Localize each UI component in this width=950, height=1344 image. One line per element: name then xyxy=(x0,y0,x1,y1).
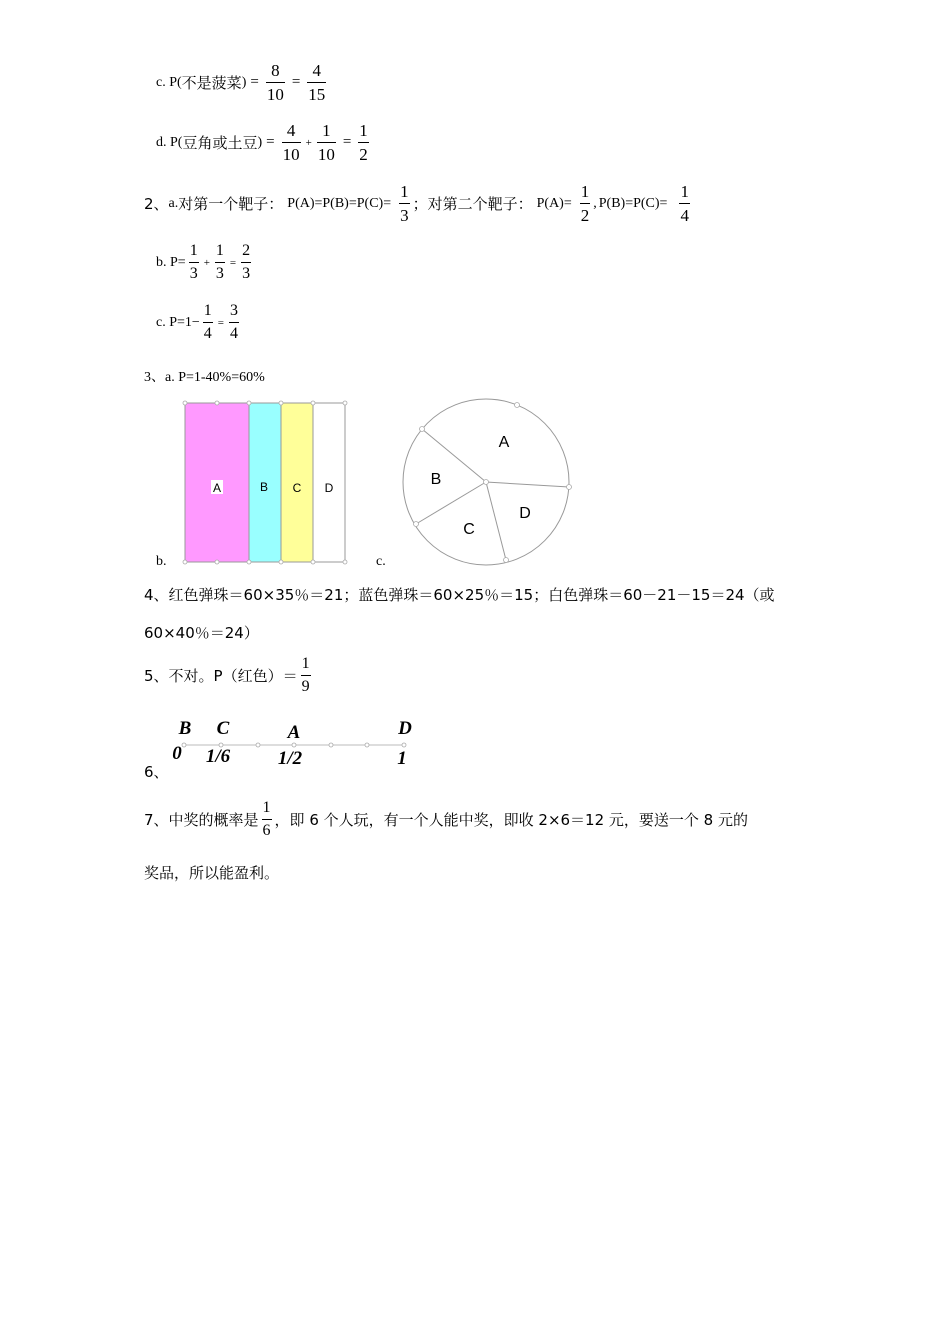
q3a-text: 3、a. P=1-40%=60% xyxy=(144,370,265,385)
q2c-frac2-den: 4 xyxy=(229,322,239,342)
bar-label-d: D xyxy=(324,481,334,495)
q2b-frac3-den: 3 xyxy=(241,262,251,282)
point-letter-b: B xyxy=(178,718,192,739)
q1c-frac1-num: 8 xyxy=(271,61,280,80)
q4-line2: 60×40％＝24） xyxy=(144,624,259,642)
q2b-frac2 xyxy=(215,243,225,282)
q1d-frac2-num: 1 xyxy=(322,121,331,140)
q6-number-line xyxy=(166,714,426,772)
q2a-frac2-num: 1 xyxy=(580,182,590,201)
q1d-frac2 xyxy=(317,122,336,163)
point-value-1: 1 xyxy=(397,748,407,769)
q2a-frac2 xyxy=(580,183,591,224)
q2b-eq: = xyxy=(229,256,237,269)
q2c-eq: = xyxy=(217,316,225,329)
q2a-label: a. xyxy=(168,195,179,211)
q2b-frac1-den: 3 xyxy=(189,262,199,282)
q7-line1 xyxy=(144,800,748,839)
bar-label-b: B xyxy=(259,480,269,494)
q2c-frac2 xyxy=(229,303,239,342)
q1c-frac2 xyxy=(307,62,326,103)
point-value-1-6: 1/6 xyxy=(205,746,231,767)
q3a-line xyxy=(144,366,265,386)
q1c-event: 不是菠菜 xyxy=(181,74,242,92)
pie-label-a: A xyxy=(498,434,510,451)
q2c-frac1-den: 4 xyxy=(203,322,213,342)
point-value-1-2: 1/2 xyxy=(277,748,303,769)
q1c-line xyxy=(156,62,329,103)
q1d-event: 豆角或土豆 xyxy=(182,134,258,152)
q2b-frac3 xyxy=(241,243,251,282)
q7-frac xyxy=(262,800,272,839)
q2b-frac2-den: 3 xyxy=(215,262,225,282)
q2-number: 2、 xyxy=(144,195,169,213)
q4-line1: 4、红色弹珠＝60×35％＝21；蓝色弹珠＝60×25％＝15；白色弹珠＝60－21－15＝24（或 xyxy=(144,586,775,604)
q7-line2: 奖品，所以能盈利。 xyxy=(144,864,280,882)
q2a-line xyxy=(144,183,693,224)
q7-frac-num: 1 xyxy=(262,799,271,816)
q5-frac xyxy=(301,656,311,695)
point-letter-c: C xyxy=(216,718,230,739)
q1d-line xyxy=(156,122,372,163)
q2c-prefix: c. P=1− xyxy=(156,314,200,330)
q1c-frac1-den: 10 xyxy=(266,82,285,103)
q1d-prefix: d. P( xyxy=(156,134,183,150)
q1d-close: ) xyxy=(257,134,263,150)
point-letter-a: A xyxy=(287,722,301,743)
q2a-expr1: P(A)=P(B)=P(C)= xyxy=(287,195,392,211)
q2a-frac3 xyxy=(679,183,690,224)
q2b-line xyxy=(156,243,254,282)
q5-frac-num: 1 xyxy=(301,655,310,672)
q1d-frac1 xyxy=(282,122,301,163)
point-value-0: 0 xyxy=(172,743,182,764)
q2c-frac1 xyxy=(203,303,213,342)
q2a-text2: 对第二个靶子： xyxy=(427,195,533,213)
q2a-expr3: P(B)=P(C)= xyxy=(598,195,668,211)
q2a-text1: 对第一个靶子： xyxy=(178,195,284,213)
point-letter-d: D xyxy=(398,718,412,739)
pie-label-d: D xyxy=(519,505,531,522)
q2a-sep: ； xyxy=(412,195,428,213)
q1d-frac3-den: 2 xyxy=(358,142,369,163)
q1c-frac2-den: 15 xyxy=(307,82,326,103)
q2a-expr2: P(A)= xyxy=(536,195,572,211)
q1c-frac2-num: 4 xyxy=(312,61,322,80)
q1d-frac3 xyxy=(358,122,369,163)
q2b-prefix: b. P= xyxy=(156,254,186,270)
q1d-eq: = xyxy=(266,134,275,150)
q1c-close: ) xyxy=(241,74,247,90)
q1d-frac3-num: 1 xyxy=(359,121,368,140)
q2b-frac1 xyxy=(189,243,199,282)
q1c-eq: = xyxy=(250,74,259,90)
q7-text-b: ，即 6 个人玩，有一个人能中奖，即收 2×6＝12 元，要送一个 8 元的 xyxy=(274,811,748,829)
q1d-frac2-den: 10 xyxy=(317,142,336,163)
q1c-frac1 xyxy=(266,62,285,103)
q6-label: 6、 xyxy=(144,763,169,781)
q7-frac-den: 6 xyxy=(262,819,272,839)
q2b-frac3-num: 2 xyxy=(242,242,251,259)
bar-label-a: A xyxy=(212,481,222,495)
q5-frac-den: 9 xyxy=(301,675,311,695)
q2c-line xyxy=(156,303,242,342)
q3-pie-figure xyxy=(398,394,578,570)
q1d-eq2: = xyxy=(342,134,352,150)
q2a-frac1-den: 3 xyxy=(399,203,410,224)
q1d-frac1-num: 4 xyxy=(286,121,296,140)
q2b-frac2-num: 1 xyxy=(215,242,224,259)
q1c-eq2: = xyxy=(291,74,301,90)
pie-label-c: C xyxy=(463,521,475,538)
q2a-frac3-den: 4 xyxy=(679,203,690,224)
q1c-prefix: c. P( xyxy=(156,74,182,90)
q5-text: 5、不对。P（红色）＝ xyxy=(144,667,298,685)
q2a-frac2-den: 2 xyxy=(580,203,591,224)
q1d-plus: + xyxy=(305,136,312,149)
q3b-label: b. xyxy=(156,554,167,569)
q2b-frac1-num: 1 xyxy=(189,242,198,259)
bar-label-c: C xyxy=(292,481,302,495)
q3c-label: c. xyxy=(376,554,386,569)
q1d-frac1-den: 10 xyxy=(282,142,301,163)
q2a-frac1-num: 1 xyxy=(400,182,409,201)
q3-bar-figure xyxy=(180,398,352,568)
q2a-frac1 xyxy=(399,183,410,224)
q2a-comma: , xyxy=(593,195,597,211)
q2b-plus: + xyxy=(203,256,210,269)
q5-line xyxy=(144,656,314,695)
q2c-frac1-num: 1 xyxy=(203,302,212,319)
pie-label-b: B xyxy=(430,471,442,488)
q2c-frac2-num: 3 xyxy=(230,302,239,319)
q2a-frac3-num: 1 xyxy=(680,182,689,201)
q7-text-a: 7、中奖的概率是 xyxy=(144,811,259,829)
